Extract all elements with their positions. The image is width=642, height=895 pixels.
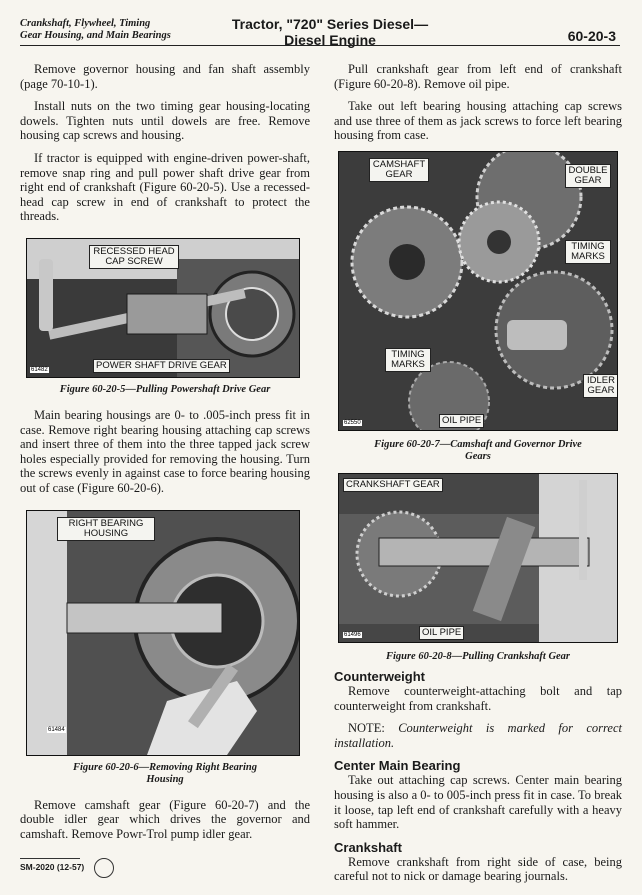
- footer-code: SM-2020 (12-57): [20, 862, 85, 872]
- paragraph: Remove camshaft gear (Figure 60-20-7) and the double idler gear which drives the governor and camshaft. Remove Powr-Trol pump idler gear.: [20, 797, 310, 841]
- figure-illustration: [27, 511, 299, 755]
- page-number: 60-20-3: [567, 28, 616, 44]
- label-camshaft-gear: CAMSHAFT GEAR: [369, 158, 429, 182]
- paragraph: Remove counterweight-attaching bolt and tap counterweight from crankshaft.: [334, 683, 622, 713]
- label-timing-marks-right: TIMING MARKS: [565, 240, 611, 264]
- figure-number: 62550: [344, 419, 361, 426]
- header-rule: [20, 45, 620, 46]
- left-column: [20, 62, 310, 849]
- note-label: NOTE:: [348, 721, 385, 736]
- header-left-line2: Gear Housing, and Main Bearings: [20, 30, 171, 41]
- section-heading-center-main-bearing: Center Main Bearing: [334, 758, 461, 774]
- figure-60-20-8-photo: [338, 473, 618, 643]
- note: [334, 721, 622, 750]
- figure-caption: Figure 60-20-5—Pulling Powershaft Drive Gear: [59, 383, 271, 395]
- paragraph: Take out attaching cap screws. Center main bearing housing is also a 0- to 005-inch press fit in case. To break it loose, tap left end of crankshaft carefully with a heavy soft hammer.: [334, 773, 622, 832]
- label-oil-pipe: OIL PIPE: [419, 626, 464, 640]
- section-heading-crankshaft: Crankshaft: [334, 839, 402, 855]
- paragraph: If tractor is equipped with engine-driven power-shaft, remove snap ring and pull power shaft drive gear from right end of crankshaft (Figure 60-20-5). Use a recessed-head cap screw in end of crankshaft to protect the threads.: [20, 150, 310, 224]
- right-column: [334, 62, 622, 892]
- header-center-line1: Tractor, "720" Series Diesel—: [231, 16, 429, 32]
- figure-60-20-7-photo: [338, 151, 618, 431]
- footer-rule: [20, 858, 80, 859]
- figure-illustration: [339, 152, 617, 430]
- figure-number: 61482: [31, 366, 48, 373]
- figure-caption-line1: Figure 60-20-7—Camshaft and Governor Drive: [374, 438, 582, 450]
- note-text: Counterweight is marked for correct installation.: [334, 721, 622, 750]
- paragraph: Main bearing housings are 0- to .005-inch press fit in case. Remove right bearing housing attaching cap screws and insert three of them into the three tapped jack screw holes especially provided for removing the housing. Turn the screws evenly in against case to force bearing housing out of case (Figure 60-20-6).: [20, 407, 310, 495]
- union-label-icon: [94, 858, 114, 878]
- paragraph: Install nuts on the two timing gear housing-locating dowels. Tighten nuts until dowels are free. Remove housing cap screws and housing.: [20, 99, 310, 143]
- paragraph: Remove governor housing and fan shaft assembly (page 70-10-1).: [20, 62, 310, 91]
- header-left-line1: Crankshaft, Flywheel, Timing: [20, 18, 151, 29]
- paragraph: Take out left bearing housing attaching cap screws and use three of them as jack screws to force left bearing housing from case.: [334, 99, 622, 143]
- figure-caption-line2: Gears: [465, 450, 491, 462]
- figure-60-20-5-photo: [26, 238, 300, 378]
- section-heading-counterweight: Counterweight: [334, 668, 425, 684]
- paragraph: Pull crankshaft gear from left end of crankshaft (Figure 60-20-8). Remove oil pipe.: [334, 62, 622, 91]
- figure-caption-line2: Housing: [146, 773, 184, 785]
- header-manual-title: [225, 16, 435, 48]
- figure-caption: [334, 439, 622, 463]
- figure-60-20-6-photo: [26, 510, 300, 756]
- label-timing-marks-left: TIMING MARKS: [385, 348, 431, 372]
- figure-caption-line1: Figure 60-20-6—Removing Right Bearing: [72, 761, 258, 773]
- label-idler-gear: IDLER GEAR: [583, 374, 618, 398]
- label-power-shaft-drive-gear: POWER SHAFT DRIVE GEAR: [93, 359, 230, 373]
- label-right-bearing-housing: RIGHT BEARING HOUSING: [57, 517, 155, 541]
- figure-caption: Figure 60-20-8—Pulling Crankshaft Gear: [385, 650, 571, 662]
- header-section-title: [20, 18, 171, 42]
- label-oil-pipe: OIL PIPE: [439, 414, 484, 428]
- header-center-line2: Diesel Engine: [284, 32, 376, 48]
- paragraph: Remove crankshaft from right side of case, being careful not to nick or damage bearing journals.: [334, 854, 622, 884]
- figure-number: 61496: [344, 631, 361, 638]
- figure-illustration: [339, 474, 617, 642]
- figure-number: 61484: [48, 726, 65, 733]
- label-recessed-head-cap-screw: RECESSED HEAD CAP SCREW: [89, 245, 179, 269]
- label-double-gear: DOUBLE GEAR: [565, 164, 611, 188]
- figure-caption: [20, 762, 310, 786]
- label-crankshaft-gear: CRANKSHAFT GEAR: [343, 478, 443, 492]
